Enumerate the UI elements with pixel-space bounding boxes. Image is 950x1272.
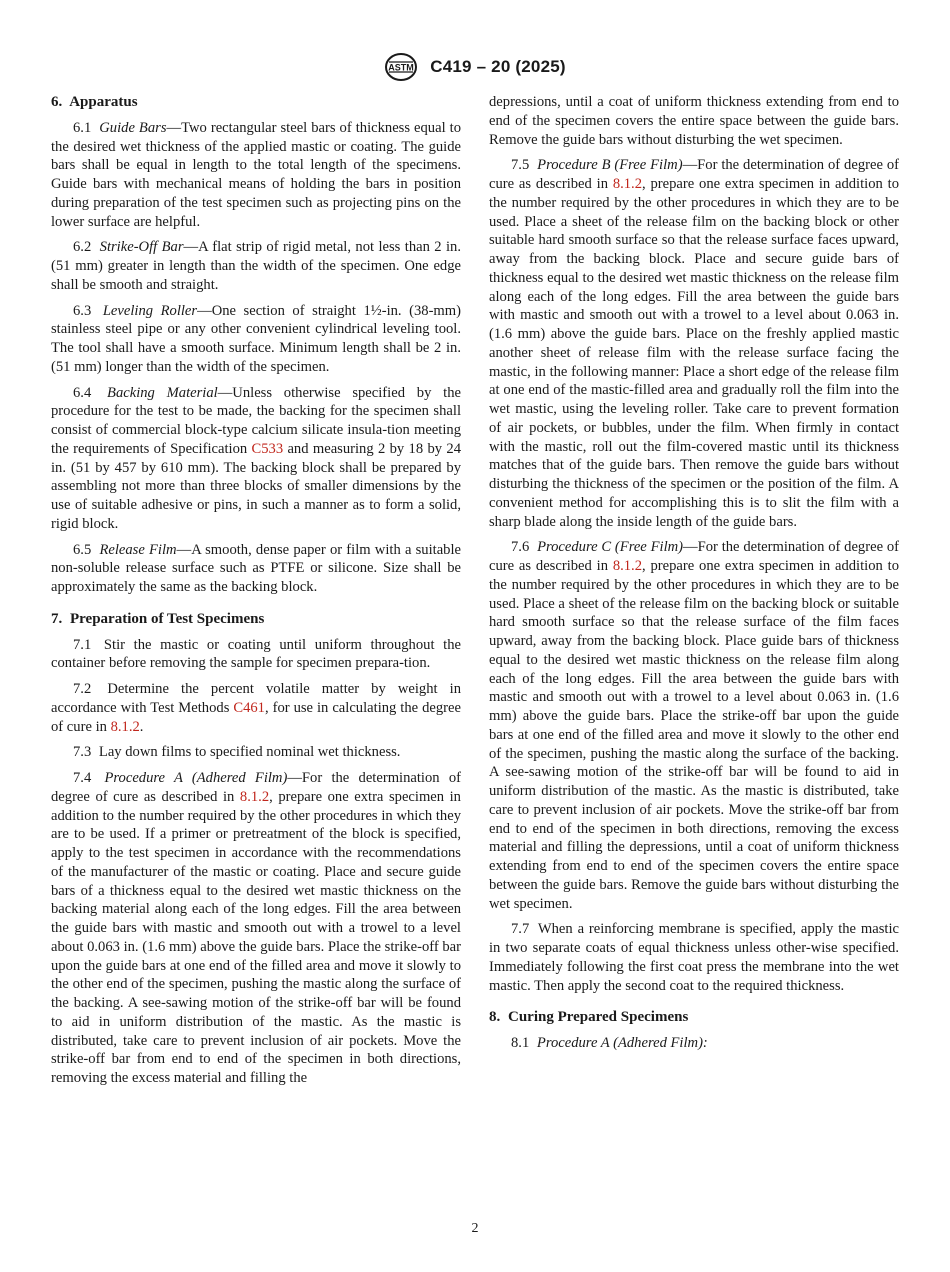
paragraph-7-6: 7.6 Procedure C (Free Film)—For the determination of degree of cure as described in 8.1.2, prepare one extra specimen in addition to the number required by the other procedures in which they are to be used. Place a sheet of the release film on the backing block or suitable hard smooth surface so that the release surface of the film faces upward, away from the backing block. Place guide bars of thickness equal to the desired wet mastic thickness on the release film along each of the long edges. Fill the area between the guide bars with mastic and smooth out with a trowel to a level about 0.063 in. (1.6 mm) above the guide bars. Place the strike-off bar upon the guide bars at one end of the filled area and move it slowly to the other end of the specimen, pushing the mastic along the surface of the backing. A see-sawing motion of the strike-off bar will be found to aid in uniform distribution of the mastic. As the mastic is distributed, take care to prevent inclusion of air pockets. Move the strike-off bar from end to end of the specimen in both directions, removing the excess material and filling the depressions, until a coat of uniform thickness extending from end to end of the specimen covers the entire space between the guide bars. Remove the guide bars without disturbing the wet specimen. (489, 539, 900, 912)
section-heading-6: 6. Apparatus (51, 94, 138, 110)
page-header (0, 52, 950, 88)
reference-link-c461[interactable]: C461 (233, 699, 265, 716)
section-heading-7: 7. Preparation of Test Specimens (51, 610, 265, 627)
reference-link-8-1-2[interactable]: 8.1.2 (239, 788, 270, 805)
section-heading-8: 8. Curing Prepared Specimens (489, 1009, 689, 1026)
svg-text:ASTM: ASTM (388, 62, 414, 73)
paragraph-6-5: 6.5 Release Film—A smooth, dense paper or film with a suitable non-soluble release surface such as PTFE or silicone. Size shall be approximately the same as the backing block. (51, 541, 461, 595)
paragraph-7-2: 7.2 Determine the percent volatile matter by weight in accordance with Test Methods C461, for use in calculating the degree of cure in 8.1.2. (51, 681, 461, 735)
document-designation: C419 – 20 (2025) (430, 57, 566, 76)
paragraph-7-7: 7.7 When a reinforcing membrane is specified, apply the mastic in two separate coats of equal thickness unless other-wise specified. Immediately following the first coat press the membrane into the wet mastic. Then apply the second coat to the required thickness. (489, 921, 899, 994)
paragraph-7-4: 7.4 Procedure A (Adhered Film)—For the determination of degree of cure as described in 8.1.2, prepare one extra specimen in addition to the number required by the other procedures in which they are to be used. If a primer or pretreatment of the block is specified, apply to the test specimen in accordance with the recommendations of the manufacturer of the mastic or coating. Place and secure guide bars of a thickness equal to the desired wet mastic thickness on the backing material along each of the long edges. Fill the area between the guide bars with mastic and smooth out with a trowel to a level about 0.063 in. (1.6 mm) above the guide bars. Place the strike-off bar upon the guide bars at one end of the filled area and move it slowly to the other end of the specimen, pushing the mastic along the surface of the backing. A see-sawing motion of the strike-off bar will be found to aid in uniform distribution of the mastic. As the mastic is distributed, take care to prevent inclusion of air pockets. Move the strike-off bar from end to end of the specimen in both directions, removing the excess material and filling the (51, 770, 461, 1086)
paragraph-7-4-continued: depressions, until a coat of uniform thickness extending from end to end of the specimen covers the entire space between the guide bars. Remove the guide bars without disturbing the wet specimen. (489, 94, 899, 148)
left-column (51, 93, 461, 1095)
page-number: 2 (471, 1221, 479, 1236)
paragraph-6-1: 6.1 Guide Bars—Two rectangular steel bars of thickness equal to the desired wet thickness of the applied mastic or coating. The guide bars shall be equal in length to the total length of the specimens. Guide bars with mechanical means of holding the bars in position during preparation of the test specimen such as projecting pins on the lower surface are helpful. (51, 119, 461, 230)
paragraph-7-1: 7.1 Stir the mastic or coating until uniform throughout the container before removing the sample for specimen prepara-tion. (51, 636, 461, 672)
right-column (489, 93, 899, 1060)
paragraph-6-3: 6.3 Leveling Roller—One section of straight 1½-in. (38-mm) stainless steel pipe or any other convenient cylindrical leveling tool. The tool shall have a smooth surface. Minimum length shall be 2 in. (51 mm) longer than the width of the specimen. (51, 302, 461, 375)
astm-logo (384, 52, 418, 82)
reference-link-8-1-2[interactable]: 8.1.2 (612, 558, 642, 574)
paragraph-8-1: 8.1 Procedure A (Adhered Film): (511, 1035, 708, 1051)
paragraph-6-4: 6.4 Backing Material—Unless otherwise specified by the procedure for the test to be made, the backing for the specimen shall consist of commercial block-type calcium silicate insula-tion meeting the requirements of Specification C533 and measuring 2 by 18 by 24 in. (51 by 457 by 610 mm). The backing block shall be prepared by assembling not more than three blocks of smaller dimensions by the use of suitable adhesive or pins, in such a manner as to form a solid, rigid block. (51, 384, 461, 532)
reference-link-8-1-2[interactable]: 8.1.2 (110, 718, 140, 735)
paragraph-7-3: 7.3 Lay down films to specified nominal wet thickness. (73, 744, 401, 761)
paragraph-6-2: 6.2 Strike-Off Bar—A flat strip of rigid metal, not less than 2 in. (51 mm) greater in length than the width of the specimen. One edge shall be smooth and straight. (51, 239, 461, 293)
reference-link-c533[interactable]: C533 (251, 440, 284, 457)
reference-link-8-1-2[interactable]: 8.1.2 (612, 176, 642, 192)
paragraph-7-5: 7.5 Procedure B (Free Film)—For the determination of degree of cure as described in 8.1.2, prepare one extra specimen in addition to the number required by the other procedures in which they are to be used. Place a sheet of the release film on the backing block or other suitable hard smooth surface so that the release surface faces upward, away from the backing block. Place and secure guide bars of thickness equal to the desired wet mastic thickness on the release film along each of the long edges. Fill the area between the guide bars with mastic and smooth out with a trowel to a level about 0.063 in. (1.6 mm) above the guide bars. Place on the freshly applied mastic another sheet of release film with the release surface facing the mastic, in the following manner: Place a short edge of the release film at one end of the mastic-filled area and gradually roll the film into the wet mastic, using the leveling roller. Take care to prevent formation of air pockets, or bubbles, under the film. When firmly in contact with the mastic, roll out the film-covered mastic until its thickness matches that of the guide bars. Then remove the guide bars without disturbing the thickness of the specimen or the position of the film. A convenient method for accomplishing this is to slit the film with a sharp blade along the inside length of the guide bars. (489, 157, 899, 530)
